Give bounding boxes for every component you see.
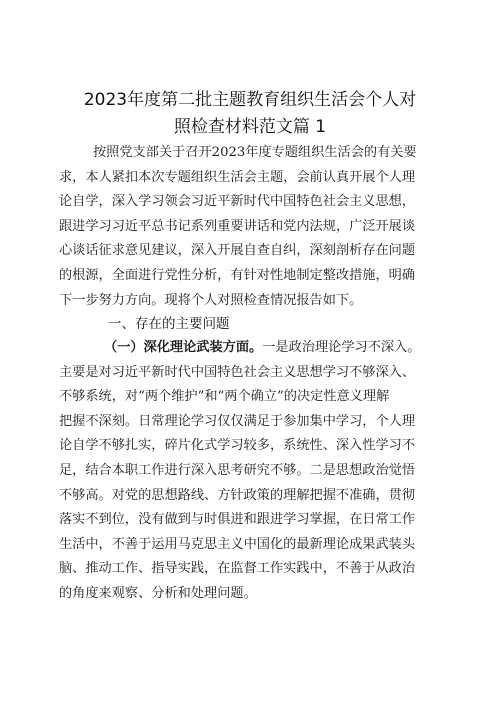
body-line: 足，结合本职工作进行深入思考研究不够。二是思想政治觉悟 [59,462,416,478]
body-line: 把握不深刻。日常理论学习仅仅满足于参加集中学习，个人理 [59,413,416,429]
section-first-line [90,336,475,361]
intro-line: 求，本人紧扣本次专题组织生活会主题，会前认真开展个人理 [59,169,416,185]
sub-heading: （一）深化理论武装方面。 [104,340,263,355]
body-line: 的角度来观察、分析和处理问题。 [59,585,257,601]
intro-line: 论自学，深入学习领会习近平新时代中国特色社会主义思想， [59,194,416,210]
intro-line: 的根源，全面进行党性分析，有针对性地制定整改措施，明确 [59,267,416,283]
body-line: 脑、推动工作、指导实践，在监督工作实践中，不善于从政治 [59,561,416,577]
intro-paragraph [59,141,475,313]
body-line: 生活中，不善于运用马克思主义中国化的最新理论成果武装头 [59,536,416,552]
intro-line: 心谈话征求意见建议，深入开展自查自纠，深刻剖析存在问题 [59,243,416,259]
body-line: 落实不到位，没有做到与时俱进和跟进学习掌握，在日常工作 [59,512,416,528]
document-title-line-2: 照检查材料范文篇 1 [173,117,327,137]
intro-line: 按照党支部关于召开2023年度专题组织生活会的有关要 [93,145,417,160]
body-line: 不够系统，对“两个维护”和“两个确立”的决定性意义理解 [59,389,390,405]
body-line: 主要是对习近平新时代中国特色社会主义思想学习不够深入、 [59,364,416,380]
body-line: 不够高。对党的思想路线、方针政策的理解把握不准确，贯彻 [59,487,416,503]
intro-line: 下一步努力方向。现将个人对照检查情况报告如下。 [59,292,363,308]
body-line: 论自学不够扎实，碎片化式学习较多，系统性、深入性学习不 [59,438,416,454]
section-heading: 一、存在的主要问题 [108,316,230,332]
intro-line: 跟进学习习近平总书记系列重要讲话和党内法规，广泛开展谈 [59,218,416,234]
document-title-line-1: 2023年度第二批主题教育组织生活会个人对 [83,90,417,110]
section-paragraph [59,336,475,607]
sub-first-line-rest: 一是政治理论学习不深入。 [262,340,421,355]
